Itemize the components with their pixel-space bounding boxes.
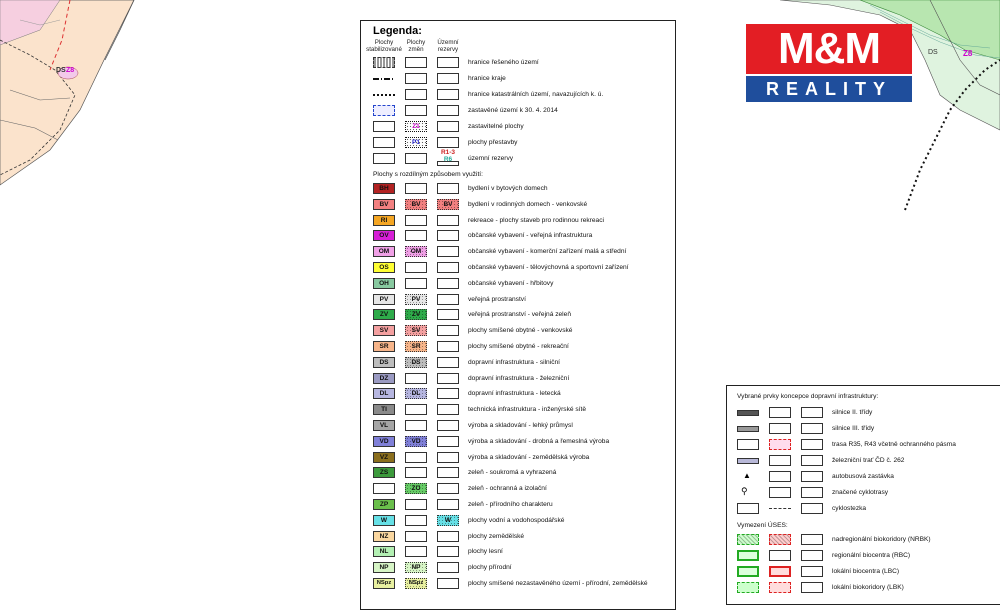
nrbk-change-symbol bbox=[769, 534, 791, 545]
legend-panel bbox=[360, 20, 676, 610]
legend-row bbox=[361, 560, 677, 576]
legend-box bbox=[769, 407, 791, 418]
legend-box bbox=[437, 499, 459, 510]
legend-label: technická infrastruktura - inženýrské sítě bbox=[468, 406, 587, 414]
col-header-reserves: Územní rezervy bbox=[437, 39, 459, 53]
legend-box bbox=[737, 503, 759, 514]
legend-box bbox=[405, 452, 427, 463]
legend-box: ZP bbox=[373, 499, 395, 510]
legend-box: SV bbox=[405, 325, 427, 336]
legend-box: DS bbox=[373, 357, 395, 368]
legend-row-boundary bbox=[361, 87, 677, 103]
legend-label: rekreace - plochy staveb pro rodinnou rekreaci bbox=[468, 216, 604, 224]
legend-row bbox=[361, 371, 677, 387]
legend-box: TI bbox=[373, 404, 395, 415]
legend-label: lokální biocentra (LBC) bbox=[832, 568, 900, 575]
legend-row bbox=[361, 513, 677, 529]
legend-label: dopravní infrastruktura - silniční bbox=[468, 358, 560, 366]
legend-label: plochy smíšené obytné - venkovské bbox=[468, 327, 573, 335]
legend-box: DZ bbox=[373, 373, 395, 384]
legend-box bbox=[437, 404, 459, 415]
legend-box bbox=[373, 137, 395, 148]
legend-box: PV bbox=[405, 294, 427, 305]
legend-label: železniční trať ČD č. 262 bbox=[832, 457, 905, 464]
transport-legend-title: Vybrané prvky koncepce dopravní infrastruktury: bbox=[737, 393, 879, 400]
legend-box: NZ bbox=[373, 531, 395, 542]
legend-label: bydlení v rodinných domech - venkovské bbox=[468, 200, 588, 208]
legend-box bbox=[801, 471, 823, 482]
legend-box bbox=[769, 455, 791, 466]
bicycle-icon: ⚲ bbox=[741, 486, 748, 496]
legend-box bbox=[437, 278, 459, 289]
legend-row-boundary bbox=[361, 151, 677, 167]
legend-box bbox=[801, 407, 823, 418]
uses-row bbox=[727, 548, 1000, 564]
legend-row bbox=[361, 434, 677, 450]
legend-box: VZ bbox=[373, 452, 395, 463]
legend-row bbox=[361, 244, 677, 260]
legend-label: veřejná prostranství - veřejná zeleň bbox=[468, 311, 571, 319]
legend-box: NP bbox=[373, 562, 395, 573]
legend-box bbox=[437, 121, 459, 132]
legend-box: OH bbox=[373, 278, 395, 289]
road-ii-symbol bbox=[737, 410, 759, 416]
legend-label: zastavitelné plochy bbox=[468, 123, 524, 130]
legend-box bbox=[437, 73, 459, 84]
legend-row bbox=[361, 339, 677, 355]
legend-box bbox=[437, 388, 459, 399]
legend-label: zeleň - přírodního charakteru bbox=[468, 501, 553, 508]
legend-box bbox=[405, 531, 427, 542]
legend-box bbox=[437, 373, 459, 384]
legend-label: silnice III. třídy bbox=[832, 425, 875, 432]
legend-box bbox=[801, 439, 823, 450]
legend-label: dopravní infrastruktura - železniční bbox=[468, 374, 570, 382]
legend-row-boundary bbox=[361, 55, 677, 71]
legend-box bbox=[373, 483, 395, 494]
legend-box bbox=[405, 73, 427, 84]
legend-box bbox=[405, 515, 427, 526]
legend-box: OV bbox=[373, 230, 395, 241]
legend-row bbox=[361, 576, 677, 592]
legend-row bbox=[361, 307, 677, 323]
legend-box bbox=[801, 550, 823, 561]
legend-label: plochy vodní a vodohospodářské bbox=[468, 516, 565, 524]
legend-label: lokální biokoridory (LBK) bbox=[832, 584, 904, 591]
legend-box: BH bbox=[373, 183, 395, 194]
legend-box: DL bbox=[373, 388, 395, 399]
legend-label: zeleň - ochranná a izolační bbox=[468, 485, 547, 493]
legend-box: NL bbox=[373, 546, 395, 557]
highway-route-symbol bbox=[769, 439, 791, 450]
legend-box bbox=[437, 57, 459, 68]
legend-box bbox=[437, 452, 459, 463]
legend-label: silnice II. třídy bbox=[832, 409, 873, 416]
legend-row-boundary bbox=[361, 71, 677, 87]
legend-box: OM bbox=[373, 246, 395, 257]
built-up-area-symbol bbox=[373, 105, 395, 116]
legend-title: Legenda: bbox=[373, 25, 422, 37]
legend-row bbox=[361, 465, 677, 481]
legend-box bbox=[737, 439, 759, 450]
legend-label: regionální biocentra (RBC) bbox=[832, 552, 911, 559]
legend-box bbox=[437, 436, 459, 447]
legend-box bbox=[769, 423, 791, 434]
legend-box bbox=[405, 262, 427, 273]
legend-label: územní rezervy bbox=[468, 155, 514, 162]
legend-label: dopravní infrastruktura - letecká bbox=[468, 390, 561, 398]
legend-box bbox=[769, 471, 791, 482]
map-label-ds-right: DS bbox=[928, 49, 938, 56]
legend-label: výroba a skladování - drobná a řemeslná výroba bbox=[468, 437, 610, 445]
legend-box bbox=[437, 531, 459, 542]
legend-box bbox=[405, 373, 427, 384]
legend-box: RI bbox=[373, 215, 395, 226]
legend-label: plochy smíšené nezastavěného území - přírodní, zemědělské bbox=[468, 580, 648, 587]
legend-box bbox=[437, 89, 459, 100]
legend-box: SR bbox=[405, 341, 427, 352]
legend-label: hranice řešeného území bbox=[468, 59, 539, 66]
legend-row bbox=[361, 450, 677, 466]
legend-box: ZV bbox=[405, 309, 427, 320]
legend-row bbox=[361, 497, 677, 513]
legend-label: veřejná prostranství bbox=[468, 295, 526, 303]
legend-box bbox=[437, 483, 459, 494]
legend-label: zastavěné území k 30. 4. 2014 bbox=[468, 107, 558, 114]
transport-row bbox=[727, 453, 1000, 469]
transport-row bbox=[727, 469, 1000, 485]
lbc-symbol bbox=[737, 566, 759, 577]
legend-label: hranice katastrálních území, navazujících k. ú. bbox=[468, 91, 604, 98]
legend-label: trasa R35, R43 včetně ochranného pásma bbox=[832, 441, 956, 448]
legend-box: ZS bbox=[373, 467, 395, 478]
legend-box bbox=[437, 215, 459, 226]
mm-reality-logo bbox=[746, 24, 912, 104]
legend-box bbox=[373, 153, 395, 164]
map-label-z8-right: Z8 bbox=[963, 49, 973, 58]
legend-box bbox=[769, 550, 791, 561]
buildable-area-symbol: Z1 bbox=[405, 121, 427, 132]
legend-label: občanské vybavení - komerční zařízení malá a střední bbox=[468, 248, 627, 256]
legend-box: DL bbox=[405, 388, 427, 399]
legend-label: bydlení v bytových domech bbox=[468, 185, 548, 192]
legend-row bbox=[361, 197, 677, 213]
solved-area-symbol bbox=[373, 57, 395, 68]
map-label-z8-left: Z8 bbox=[66, 67, 75, 74]
legend-box bbox=[769, 487, 791, 498]
bus-stop-icon: ▲ bbox=[743, 471, 751, 480]
transport-row bbox=[727, 405, 1000, 421]
legend-box: VD bbox=[405, 436, 427, 447]
legend-label: občanské vybavení - veřejná infrastruktura bbox=[468, 232, 593, 240]
legend-box bbox=[405, 546, 427, 557]
railway-symbol bbox=[737, 458, 759, 464]
legend-box bbox=[801, 503, 823, 514]
legend-section-title: Plochy s rozdílným způsobem využití: bbox=[373, 171, 483, 178]
legend-row bbox=[361, 529, 677, 545]
legend-box bbox=[801, 534, 823, 545]
legend-box bbox=[437, 357, 459, 368]
legend-label: plochy přestavby bbox=[468, 139, 518, 146]
legend-box bbox=[405, 183, 427, 194]
legend-box bbox=[437, 262, 459, 273]
legend-box bbox=[437, 294, 459, 305]
legend-box bbox=[405, 230, 427, 241]
reserve-code-2: R6 bbox=[443, 156, 453, 163]
legend-box: BV bbox=[437, 199, 459, 210]
legend-box bbox=[405, 153, 427, 164]
legend-box bbox=[437, 562, 459, 573]
legend-box: ZO bbox=[405, 483, 427, 494]
legend-row bbox=[361, 355, 677, 371]
legend-box: NSpz bbox=[405, 578, 427, 589]
legend-box bbox=[405, 467, 427, 478]
legend-box: SR bbox=[373, 341, 395, 352]
legend-box: DS bbox=[405, 357, 427, 368]
legend-box bbox=[801, 566, 823, 577]
uses-row bbox=[727, 532, 1000, 548]
legend-label: plochy přírodní bbox=[468, 564, 512, 572]
legend-row bbox=[361, 276, 677, 292]
legend-box: NSpz bbox=[373, 578, 395, 589]
cycle-path-symbol bbox=[769, 508, 791, 509]
uses-title: Vymezení ÚSES: bbox=[737, 522, 788, 529]
transport-row bbox=[727, 501, 1000, 517]
legend-box bbox=[437, 420, 459, 431]
legend-box: OS bbox=[373, 262, 395, 273]
legend-box bbox=[437, 161, 459, 166]
legend-box: ZV bbox=[373, 309, 395, 320]
legend-box bbox=[373, 121, 395, 132]
legend-box bbox=[405, 499, 427, 510]
legend-box: NP bbox=[405, 562, 427, 573]
reserve-code: R1-3 bbox=[440, 149, 456, 156]
legend-label: hranice kraje bbox=[468, 75, 506, 82]
legend-box bbox=[437, 246, 459, 257]
legend-row bbox=[361, 481, 677, 497]
legend-label: plochy smíšené obytné - rekreační bbox=[468, 343, 569, 350]
legend-label: autobusová zastávka bbox=[832, 473, 894, 480]
legend-box bbox=[437, 230, 459, 241]
legend-row bbox=[361, 292, 677, 308]
legend-box: VD bbox=[373, 436, 395, 447]
road-iii-symbol bbox=[737, 426, 759, 432]
lbk-symbol bbox=[737, 582, 759, 593]
legend-box bbox=[405, 105, 427, 116]
legend-box: SV bbox=[373, 325, 395, 336]
legend-row bbox=[361, 386, 677, 402]
transport-legend-panel bbox=[726, 385, 1000, 605]
legend-box bbox=[801, 582, 823, 593]
rbc-symbol bbox=[737, 550, 759, 561]
legend-box: BV bbox=[405, 199, 427, 210]
legend-row bbox=[361, 544, 677, 560]
map-fragment-left bbox=[0, 0, 134, 185]
legend-row bbox=[361, 323, 677, 339]
legend-box: W bbox=[373, 515, 395, 526]
legend-box bbox=[437, 183, 459, 194]
legend-box: PV bbox=[373, 294, 395, 305]
legend-box bbox=[437, 546, 459, 557]
legend-row bbox=[361, 402, 677, 418]
logo-bottom: REALITY bbox=[746, 76, 912, 102]
legend-box bbox=[405, 420, 427, 431]
legend-box bbox=[437, 467, 459, 478]
legend-box bbox=[437, 309, 459, 320]
legend-box bbox=[437, 325, 459, 336]
legend-label: cyklostezka bbox=[832, 505, 867, 512]
legend-row-boundary bbox=[361, 135, 677, 151]
legend-box bbox=[801, 487, 823, 498]
legend-box bbox=[405, 57, 427, 68]
legend-row-boundary bbox=[361, 103, 677, 119]
legend-label: občanské vybavení - tělovýchovná a sportovní zařízení bbox=[468, 264, 629, 271]
legend-box bbox=[405, 404, 427, 415]
cadastral-border-symbol bbox=[373, 94, 395, 96]
legend-label: plochy lesní bbox=[468, 548, 503, 556]
transport-row bbox=[727, 421, 1000, 437]
legend-box: W bbox=[437, 515, 459, 526]
legend-label: občanské vybavení - hřbitovy bbox=[468, 279, 554, 287]
legend-box bbox=[437, 341, 459, 352]
col-header-changes: Plochy změn bbox=[406, 39, 426, 53]
legend-label: výroba a skladování - zemědělská výroba bbox=[468, 453, 590, 461]
legend-label: zeleň - soukromá a vyhrazená bbox=[468, 469, 557, 477]
legend-box bbox=[437, 137, 459, 148]
nrbk-symbol bbox=[737, 534, 759, 545]
legend-box bbox=[437, 105, 459, 116]
transport-row bbox=[727, 437, 1000, 453]
legend-box bbox=[405, 215, 427, 226]
legend-label: plochy zemědělské bbox=[468, 532, 525, 540]
legend-box bbox=[437, 578, 459, 589]
legend-label: nadregionální biokoridory (NRBK) bbox=[832, 536, 931, 543]
legend-box bbox=[801, 455, 823, 466]
legend-box bbox=[405, 89, 427, 100]
legend-row-boundary bbox=[361, 119, 677, 135]
legend-box: BV bbox=[373, 199, 395, 210]
col-header-stabilized: Plochy stabilizované bbox=[366, 39, 402, 53]
legend-row bbox=[361, 228, 677, 244]
legend-row bbox=[361, 181, 677, 197]
uses-row bbox=[727, 580, 1000, 596]
legend-box: VL bbox=[373, 420, 395, 431]
map-label-ds-left: DS bbox=[56, 67, 66, 74]
legend-box bbox=[801, 423, 823, 434]
logo-top: M&M bbox=[746, 24, 912, 74]
lbk-change-symbol bbox=[769, 582, 791, 593]
uses-row bbox=[727, 564, 1000, 580]
legend-box bbox=[405, 278, 427, 289]
redevelopment-area-symbol: P1 bbox=[405, 137, 427, 148]
legend-label: značené cyklotrasy bbox=[832, 489, 889, 496]
legend-label: výroba a skladování - lehký průmysl bbox=[468, 422, 573, 429]
legend-row bbox=[361, 213, 677, 229]
transport-row bbox=[727, 485, 1000, 501]
legend-row bbox=[361, 418, 677, 434]
legend-row bbox=[361, 260, 677, 276]
region-border-symbol bbox=[373, 78, 395, 80]
lbc-change-symbol bbox=[769, 566, 791, 577]
legend-box: OM bbox=[405, 246, 427, 257]
